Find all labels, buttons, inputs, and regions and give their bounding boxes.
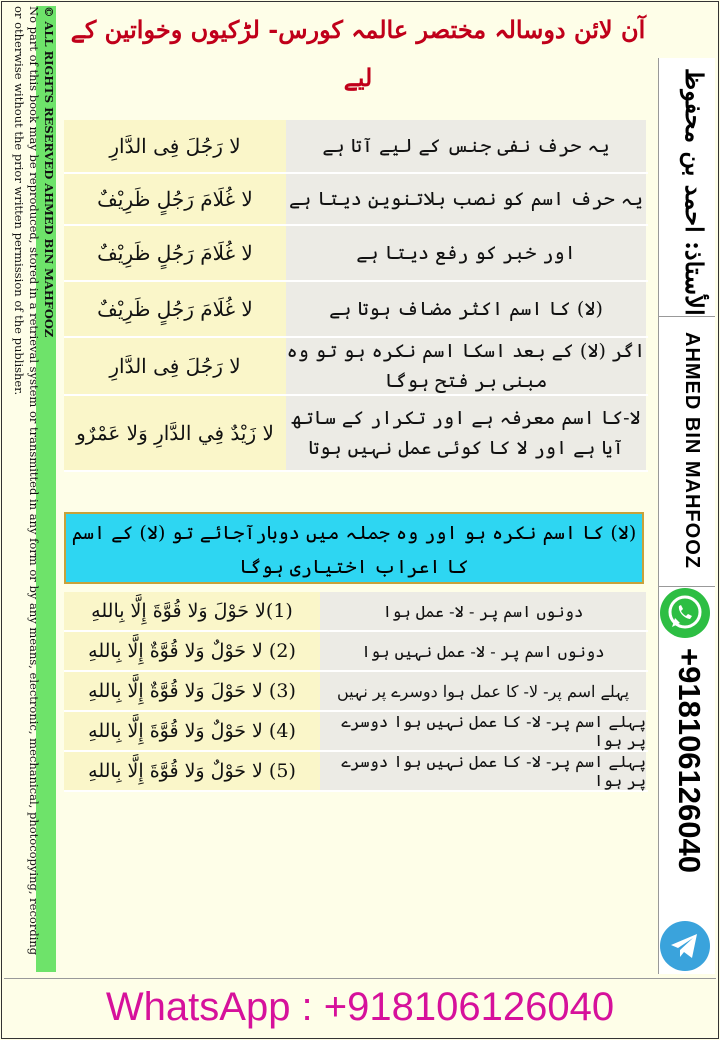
table-row [64, 120, 648, 174]
case-example: (2) لا حَوْلٌ وَلا قُوَّةٌ إِلَّا بِاللهِ [64, 632, 320, 670]
case-description: پہلے اسم پر- لا- کا عمل نہیں ہوا دوسرے پر ہوا [320, 712, 646, 750]
rules-table [64, 120, 648, 472]
rule-arabic: لا غُلَامَ رَجُلٍ ظَرِیْفٌ [64, 226, 286, 280]
table-row [64, 752, 648, 792]
telegram-icon[interactable] [659, 920, 711, 972]
case-example: (5) لا حَوْلٌ وَلا قُوَّةَ إِلَّا بِاللهِ [64, 752, 320, 790]
copyright-notice [8, 6, 56, 972]
table-row [64, 338, 648, 396]
table-row [64, 282, 648, 338]
page-title: آن لائن دوسالہ مختصر عالمہ کورس- لڑکیوں وخواتین کے لیے [70, 15, 646, 92]
copyright-line-3: or otherwise without the prior written permission of the publisher. [12, 6, 26, 396]
copyright-line-2: No part of this book may be reproduced, stored in a retrieval system or transmitted in any form or by any means, electronic, mechanical, photocopying, recording [27, 6, 41, 956]
rule-urdu: اگر (لا) کے بعد اسکا اسم نکرہ ہو تو وہ مبنی بر فتح ہوگا [286, 340, 646, 392]
highlight-box: (لا) کا اسم نکرہ ہو اور وہ جملہ میں دوبارآجائے تو (لا) کے اسم کا اعراب اختیاری ہوگا [64, 512, 644, 584]
case-description: دونوں اسم پر - لا- عمل ہوا [320, 592, 646, 630]
rule-arabic: لا زَيْدٌ فِي الدَّارِ وَلا عَمْرٌو [64, 396, 286, 470]
phone-number[interactable]: +918106126040 [672, 648, 707, 873]
case-example: (4) لا حَوْلٌ وَلا قُوَّةَ إِلَّا بِاللهِ [64, 712, 320, 750]
rule-arabic: لا رَجُلَ فِی الدَّارِ [64, 338, 286, 394]
english-name-box [659, 318, 715, 587]
rule-arabic: لا رَجُلَ فِی الدَّارِ [64, 120, 286, 172]
ustad-box [659, 58, 715, 317]
rule-urdu: یہ حرف اسم کو نصب بلاتنوین دیتا ہے [286, 174, 646, 224]
rule-arabic: لا غُلَامَ رَجُلٍ ظَرِیْفٌ [64, 174, 286, 224]
whatsapp-footer[interactable]: WhatsApp : +918106126040 [4, 978, 716, 1035]
case-example: (3) لا حَوْلَ وَلا قُوَّةٌ إِلَّا بِاللهِ [64, 672, 320, 710]
rule-urdu: اور خبر کو رفع دیتا ہے [286, 226, 646, 280]
table-row [64, 712, 648, 752]
table-row [64, 632, 648, 672]
rule-urdu: یہ حرف نفی جنس کے لیے آتا ہے [286, 120, 646, 172]
rule-arabic: لا غُلَامَ رَجُلٍ ظَرِیْفٌ [64, 282, 286, 336]
rule-urdu: (لا) کا اسم اکثر مضاف ہوتا ہے [286, 282, 646, 336]
ustad-name: الأستاذ: احمد بن محفوظ [680, 68, 709, 316]
contact-sidebar [658, 58, 715, 974]
table-row [64, 226, 648, 282]
case-description: پہلے اسم پر- لا- کا عمل ہوا دوسرے پر نہیں [320, 672, 646, 710]
english-name: AHMED BIN MAHFOOZ [681, 332, 703, 569]
table-row [64, 592, 648, 632]
table-row [64, 672, 648, 712]
phone-box [659, 648, 715, 918]
copyright-line-1: © ALL RIGHTS RESERVED AHMED BIN MAHFOOZ [42, 6, 56, 338]
whatsapp-icon[interactable] [659, 587, 711, 639]
table-row [64, 396, 648, 472]
cases-table [64, 592, 648, 792]
case-example: (1)لا حَوْلَ وَلا قُوَّةَ إِلَّا بِاللهِ [64, 592, 320, 630]
case-description: دونوں اسم پر - لا- عمل نہیں ہوا [320, 632, 646, 670]
table-row [64, 174, 648, 226]
rule-urdu: لا-کا اسم معرفہ ہے اور تکرار کے ساتھ آیا ہے اور لا کا کوئی عمل نہیں ہوتا [286, 396, 646, 470]
case-description: پہلے اسم پر- لا- کا عمل نہیں ہوا دوسرے پر ہوا [320, 752, 646, 790]
